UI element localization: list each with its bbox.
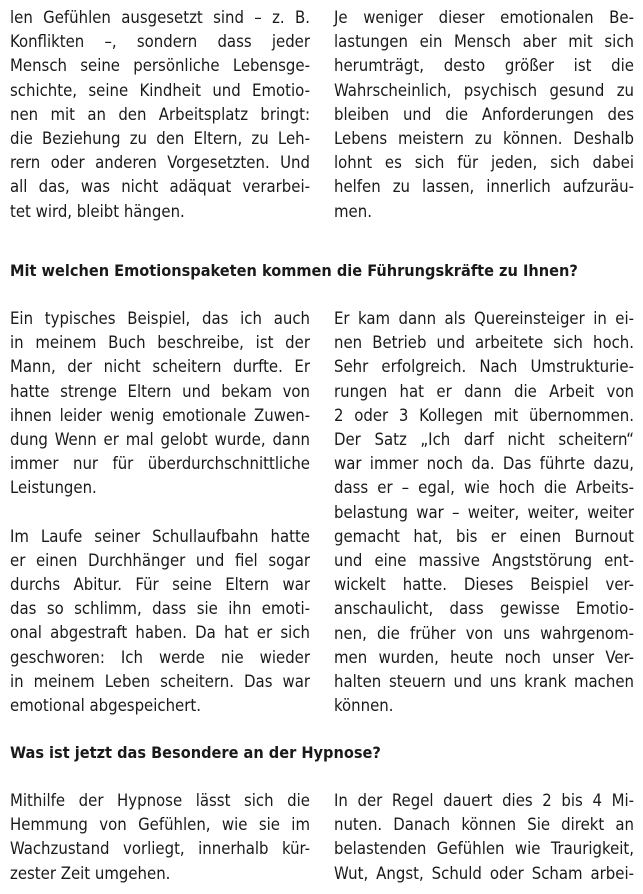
text-line: all das, was nicht adäquat verarbei- [10, 177, 310, 197]
text-line: dass er – egal, wie hoch die Arbeits- [334, 478, 634, 498]
text-line: len Gefühlen ausgesetzt sind – z. B. [10, 8, 310, 27]
text-line: und eine massive Angststörung ent- [334, 551, 634, 571]
text-line: in meinem Buch beschreibe, ist der [10, 333, 310, 353]
text-line: Wachzustand vorliegt, innerhalb kür- [10, 839, 310, 859]
text-line: halten steuern und uns krank machen [334, 672, 634, 692]
section2-right-column [334, 307, 634, 718]
section1-left-column [10, 6, 310, 224]
text-line: Mann, der nicht scheitern durfte. Er [10, 357, 310, 377]
text-line: Wut, Angst, Schuld oder Scham arbei- [334, 863, 634, 883]
text-line: Der Satz „Ich darf nicht scheitern“ [334, 430, 634, 450]
text-line: lastungen ein Mensch aber mit sich [334, 32, 634, 52]
text-line: belastenden Gefühlen wie Traurigkeit, [334, 839, 634, 859]
text-line: nen, die früher von uns wahrgenom- [334, 623, 634, 643]
text-line: Mithilfe der Hypnose lässt sich die [10, 791, 310, 810]
text-line: die Beziehung zu den Eltern, zu Leh- [10, 129, 310, 149]
text-line: men wurden, heute noch unser Ver- [334, 647, 634, 667]
section2-left-column [10, 307, 310, 718]
section3-left-column [10, 789, 310, 886]
text-line: Im Laufe seiner Schullaufbahn hatte [10, 526, 310, 546]
text-line: men. [334, 201, 372, 221]
text-line: dung Wenn er mal gelobt wurde, dann [10, 430, 310, 450]
text-line: rungen hat er dann die Arbeit von [334, 381, 634, 401]
text-line: Mensch seine persönliche Lebensge- [10, 56, 310, 76]
text-line: emotional abgespeichert. [10, 696, 201, 716]
text-line: In der Regel dauert dies 2 bis 4 Mi- [334, 791, 634, 810]
text-line: wickelt hatte. Dieses Beispiel ver- [334, 575, 634, 595]
text-line: nen mit an den Arbeitsplatz bringt: [10, 104, 310, 124]
text-line: zester Zeit umgehen. [10, 863, 171, 883]
section1-right-column [334, 6, 634, 224]
text-line: belastung war – weiter, weiter, weiter [334, 502, 634, 522]
text-line: herumträgt, desto größer ist die [334, 56, 634, 76]
text-line: tet wird, bleibt hängen. [10, 201, 185, 221]
text-line: können. [334, 696, 394, 716]
paragraph-gap [10, 501, 310, 525]
text-line: gemacht hat, bis er einen Burnout [334, 526, 634, 546]
text-line: Wahrscheinlich, psychisch gesund zu [334, 80, 634, 100]
question-heading-2: Was ist jetzt das Besondere an der Hypnose? [10, 743, 381, 762]
text-line: geschworen: Ich werde nie wieder [10, 647, 310, 667]
text-line: onal abgestraft haben. Da hat er sich [10, 623, 310, 643]
text-line: Er kam dann als Quereinsteiger in ei- [334, 309, 634, 328]
text-line: bleiben und die Anforderungen des [334, 104, 634, 124]
text-line: er einen Durchhänger und fiel sogar [10, 550, 310, 570]
text-line: lohnt es sich für jeden, sich dabei [334, 153, 634, 173]
text-line: in meinem Leben scheitern. Das war [10, 671, 310, 691]
text-line: nuten. Danach können Sie direkt an [334, 815, 634, 835]
text-line: nen Betrieb und arbeitete sich hoch. [334, 333, 634, 353]
text-line: ihnen leider wenig emotionale Zuwen- [10, 405, 310, 425]
text-line: Leistungen. [10, 478, 97, 498]
text-line: Lebens meistern zu können. Deshalb [334, 129, 634, 149]
text-line: Hemmung von Gefühlen, wie sie im [10, 815, 310, 835]
text-line: hatte strenge Eltern und bekam von [10, 381, 310, 401]
text-line: rern oder anderen Vorgesetzten. Und [10, 153, 310, 173]
text-line: schichte, seine Kindheit und Emotio- [10, 80, 310, 100]
section3-right-column [334, 789, 634, 886]
text-line: war immer noch da. Das führte dazu, [334, 454, 634, 474]
text-line: durchs Abitur. Für seine Eltern war [10, 575, 310, 595]
text-line: Je weniger dieser emotionalen Be- [334, 8, 634, 27]
text-line: Sehr erfolgreich. Nach Umstrukturie- [334, 357, 634, 377]
text-line: immer nur für überdurchschnittliche [10, 454, 310, 474]
text-line: Ein typisches Beispiel, das ich auch [10, 309, 310, 328]
question-heading-1: Mit welchen Emotionspaketen kommen die Führungskräfte zu Ihnen? [10, 261, 578, 280]
text-line: 2 oder 3 Kollegen mit übernommen. [334, 405, 634, 425]
text-line: das so schlimm, dass sie ihn emoti- [10, 599, 310, 619]
text-line: helfen zu lassen, innerlich aufzuräu- [334, 177, 634, 197]
text-line: Konflikten –, sondern dass jeder [10, 32, 310, 52]
text-line: anschaulicht, dass gewisse Emotio- [334, 599, 634, 619]
